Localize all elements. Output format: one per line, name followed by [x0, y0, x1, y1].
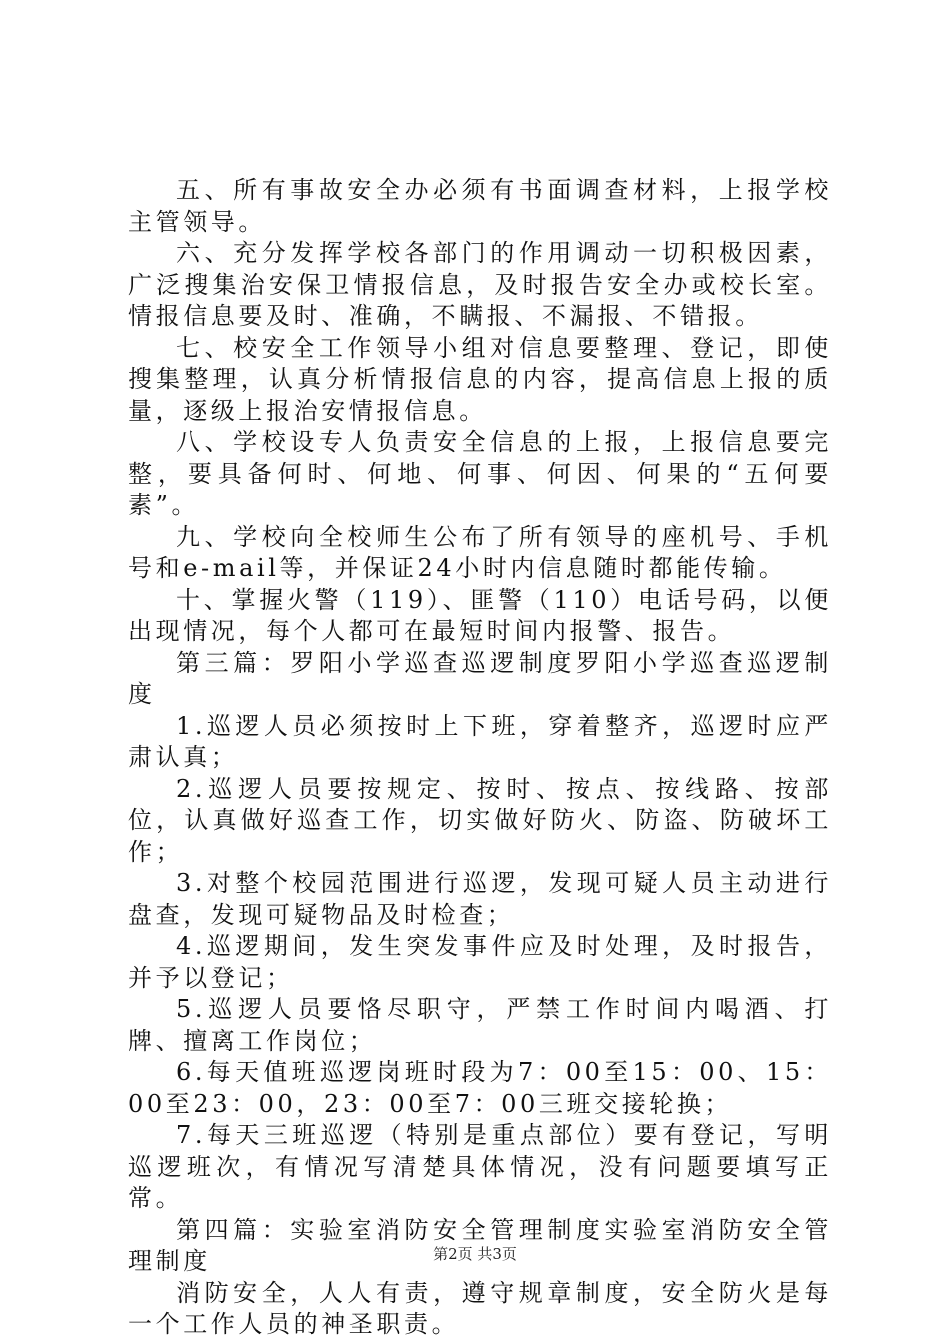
paragraph-8: 八、学校设专人负责安全信息的上报，上报信息要完整，要具备何时、何地、何事、何因、何果的“五何要素”。: [128, 428, 832, 519]
document-body: [128, 175, 832, 1341]
paragraph-6: 六、充分发挥学校各部门的作用调动一切积极因素，广泛搜集治安保卫情报信息，及时报告安全办或校长室。情报信息要及时、准确，不瞒报、不漏报、不错报。: [128, 239, 832, 330]
page-footer: 第2页 共3页: [433, 1245, 517, 1263]
section-title-4: 第四篇：实验室消防安全管理制度实验室消防安全管理制度: [128, 1215, 832, 1275]
section-title-3: 第三篇：罗阳小学巡查巡逻制度罗阳小学巡查巡逻制度: [128, 648, 832, 708]
patrol-rule-7: 7.每天三班巡逻（特别是重点部位）要有登记，写明巡逻班次，有情况写清楚具体情况，没有问题要填写正常。: [128, 1121, 832, 1212]
fire-safety-intro: 消防安全，人人有责，遵守规章制度，安全防火是每一个工作人员的神圣职责。: [128, 1278, 832, 1338]
paragraph-7: 七、校安全工作领导小组对信息要整理、登记，即使搜集整理，认真分析情报信息的内容，提高信息上报的质量，逐级上报治安情报信息。: [128, 333, 832, 425]
patrol-rule-1: 1.巡逻人员必须按时上下班，穿着整齐，巡逻时应严肃认真；: [128, 711, 832, 771]
patrol-rule-2: 2.巡逻人员要按规定、按时、按点、按线路、按部位，认真做好巡查工作，切实做好防火、防盗、防破坏工作；: [128, 774, 832, 866]
paragraph-9: 九、学校向全校师生公布了所有领导的座机号、手机号和e-mail等，并保证24小时内信息随时都能传输。: [128, 522, 832, 582]
patrol-rule-3: 3.对整个校园范围进行巡逻，发现可疑人员主动进行盘查，发现可疑物品及时检查；: [128, 869, 832, 929]
paragraph-5: 五、所有事故安全办必须有书面调查材料，上报学校主管领导。: [128, 176, 832, 236]
patrol-rule-4: 4.巡逻期间，发生突发事件应及时处理，及时报告，并予以登记；: [128, 932, 832, 992]
paragraph-10: 十、掌握火警（119）、匪警（110）电话号码，以便出现情况，每个人都可在最短时间内报警、报告。: [128, 585, 832, 645]
patrol-rule-6: 6.每天值班巡逻岗班时段为7：00至15：00、15：00至23：00，23：00至7：00三班交接轮换；: [128, 1058, 832, 1118]
patrol-rule-5: 5.巡逻人员要恪尽职守，严禁工作时间内喝酒、打牌、擅离工作岗位；: [128, 995, 832, 1055]
